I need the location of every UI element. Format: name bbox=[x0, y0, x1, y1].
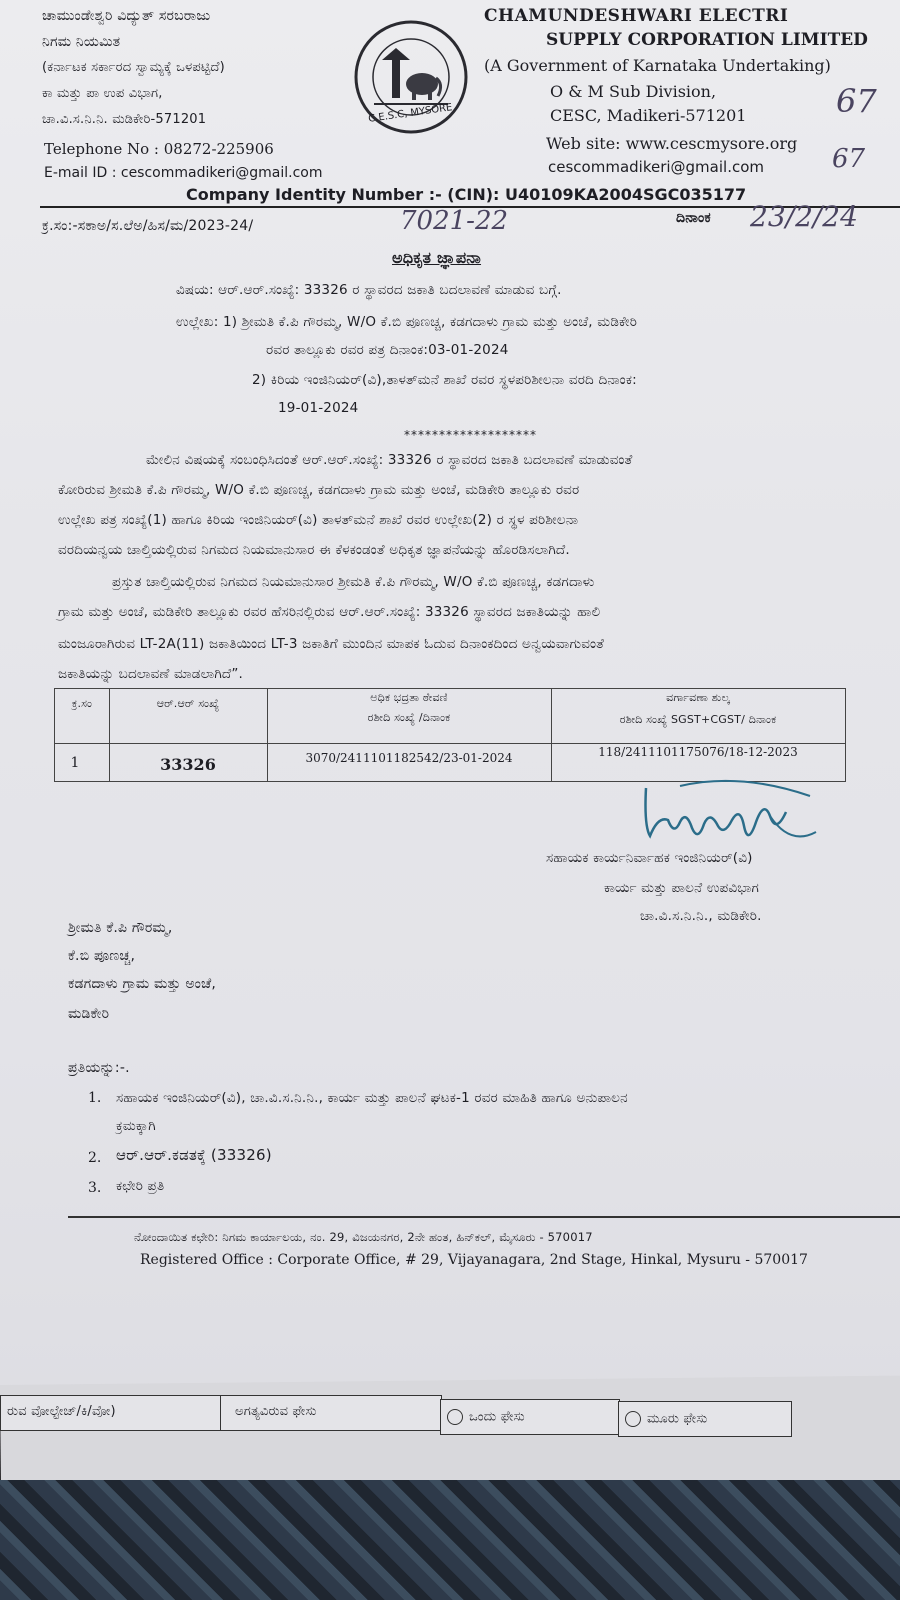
header-en-line-2: SUPPLY CORPORATION LIMITED bbox=[546, 30, 868, 50]
radio-icon[interactable] bbox=[625, 1411, 641, 1427]
date-label: ದಿನಾಂಕ bbox=[676, 210, 711, 226]
header-email: E-mail ID : cescommadikeri@gmail.com bbox=[44, 165, 323, 181]
table-header-deposit: ಅಧಿಕ ಭದ್ರತಾ ಠೇವಣಿ bbox=[370, 691, 448, 704]
table-cell-deposit: 3070/2411101182542/23-01-2024 bbox=[305, 751, 513, 765]
table-cell-sl: 1 bbox=[70, 755, 80, 771]
signatory-line-3: ಚಾ.ವಿ.ಸ.ನಿ.ನಿ., ಮಡಿಕೇರಿ. bbox=[640, 908, 762, 924]
copy-2-text: ಆರ್.ಆರ್.ಕಡತಕ್ಕೆ (33326) bbox=[116, 1146, 272, 1164]
voltage-cell bbox=[0, 1395, 222, 1431]
copy-3-number: 3. bbox=[88, 1180, 102, 1196]
copy-3-text: ಕಛೇರಿ ಪ್ರತಿ bbox=[116, 1178, 165, 1194]
copy-2-number: 2. bbox=[88, 1150, 102, 1166]
body-line-4: ವರದಿಯನ್ವಯ ಚಾಲ್ತಿಯಲ್ಲಿರುವ ನಿಗಮದ ನಿಯಮಾನುಸಾರ ಈ ಕೆಳಕಂಡಂತೆ ಅಧಿಕೃತ ಜ್ಞಾಪನೆಯನ್ನು ಹೊರಡಿಸಲಾಗಿದೆ. bbox=[58, 542, 570, 558]
header-en-line-5: CESC, Madikeri-571201 bbox=[550, 106, 747, 125]
three-phase-text: ಮೂರು ಫೇಸು bbox=[647, 1411, 708, 1427]
body-line-6: ಗ್ರಾಮ ಮತ್ತು ಅಂಚೆ, ಮಡಿಕೇರಿ ತಾಲ್ಲೂಕು ರವರ ಹೆಸರಿನಲ್ಲಿರುವ ಆರ್.ಆರ್.ಸಂಖ್ಯೆ: 33326 ಸ್ಥಾವರದ ಜಕಾತಿಯನ್ನು ಹಾಲಿ bbox=[58, 604, 601, 620]
phase-required-cell bbox=[220, 1395, 442, 1431]
single-phase-text: ಒಂದು ಫೇಸು bbox=[469, 1409, 525, 1425]
date-handwritten: 23/2/24 bbox=[750, 200, 858, 233]
phase-required-label: ಅಗತ್ಯವಿರುವ ಫೇಸು bbox=[235, 1404, 317, 1419]
background-fabric bbox=[0, 1480, 900, 1600]
header-kn-line-4: ಕಾ ಮತ್ತು ಪಾ ಉಪ ವಿಭಾಗ, bbox=[42, 86, 163, 101]
footer-registered-kn: ನೋಂದಾಯಿತ ಕಛೇರಿ: ನಿಗಮ ಕಾರ್ಯಾಲಯ, ನಂ. 29, ವಿಜಯನಗರ, 2ನೇ ಹಂತ, ಹಿನ್‌ಕಲ್, ಮೈಸೂರು - 570017 bbox=[134, 1230, 593, 1244]
footer-registered-en: Registered Office : Corporate Office, # 29, Vijayanagara, 2nd Stage, Hinkal, Mysuru - 570017 bbox=[140, 1252, 808, 1268]
footer-divider bbox=[68, 1216, 900, 1218]
logo-text: C.E.S.C, MYSORE bbox=[367, 102, 454, 125]
memo-title: ಅಧಿಕೃತ ಜ್ಞಾಪನಾ bbox=[392, 248, 482, 267]
application-form-fragment bbox=[0, 1395, 900, 1455]
header-kn-line-5: ಚಾ.ವಿ.ಸ.ನಿ.ನಿ. ಮಡಿಕೇರಿ-571201 bbox=[42, 112, 207, 127]
single-phase-option[interactable] bbox=[440, 1399, 620, 1435]
table-header-sl: ಕ್ರ.ಸಂ bbox=[71, 697, 93, 710]
addressee-line-4: ಮಡಿಕೇರಿ bbox=[68, 1006, 110, 1022]
reference-2: 2) ಕಿರಿಯ ಇಂಜಿನಿಯರ್(ವಿ),ತಾಳತ್‌ಮನೆ ಶಾಖೆ ರವರ ಸ್ಥಳಪರಿಶೀಲನಾ ವರದಿ ದಿನಾಂಕ: bbox=[252, 372, 637, 388]
header-en-line-4: O & M Sub Division, bbox=[550, 82, 717, 101]
header-kn-line-1: ಚಾಮುಂಡೇಶ್ವರಿ ವಿದ್ಯುತ್ ಸರಬರಾಜು bbox=[42, 8, 211, 24]
three-phase-option[interactable] bbox=[618, 1401, 792, 1437]
header-kn-line-2: ನಿಗಮ ನಿಯಮಿತ bbox=[42, 34, 121, 50]
header-website: Web site: www.cescmysore.org bbox=[546, 134, 798, 153]
body-line-3: ಉಲ್ಲೇಖ ಪತ್ರ ಸಂಖ್ಯೆ(1) ಹಾಗೂ ಕಿರಿಯ ಇಂಜಿನಿಯರ್(ವಿ) ತಾಳತ್‌ಮನೆ ಶಾಖೆ ರವರ ಉಲ್ಲೇಖ(2) ರ ಸ್ಥಳ ಪರಿಶೀಲನಾ bbox=[58, 512, 579, 528]
signatory-line-1: ಸಹಾಯಕ ಕಾರ್ಯನಿರ್ವಾಹಕ ಇಂಜಿನಿಯರ್(ವಿ) bbox=[546, 850, 753, 866]
memo-subject: ವಿಷಯ: ಆರ್.ಆರ್.ಸಂಖ್ಯೆ: 33326 ರ ಸ್ಥಾವರದ ಜಕಾತಿ ಬದಲಾವಣೆ ಮಾಡುವ ಬಗ್ಗೆ. bbox=[176, 282, 562, 298]
separator-stars: ******************* bbox=[404, 428, 537, 442]
header-telephone: Telephone No : 08272-225906 bbox=[44, 140, 274, 158]
body-line-8: ಜಕಾತಿಯನ್ನು ಬದಲಾವಣೆ ಮಾಡಲಾಗಿದೆ”. bbox=[58, 666, 244, 682]
copies-title: ಪ್ರತಿಯನ್ನು:-. bbox=[68, 1060, 130, 1076]
single-phase-label bbox=[447, 1409, 525, 1425]
header-kn-line-3: (ಕರ್ನಾಟಕ ಸರ್ಕಾರದ ಸ್ವಾಮ್ಯಕ್ಕೆ ಒಳಪಟ್ಟಿದೆ) bbox=[42, 60, 225, 75]
body-line-5: ಪ್ರಸ್ತುತ ಚಾಲ್ತಿಯಲ್ಲಿರುವ ನಿಗಮದ ನಿಯಮಾನುಸಾರ ಶ್ರೀಮತಿ ಕೆ.ಪಿ ಗೌರಮ್ಮ, W/O ಕೆ.ಬಿ ಪೂಣಚ್ಚ, ಕಡಗದಾಳು bbox=[112, 574, 595, 590]
voltage-label: ರುವ ವೋಲ್ಟೇಜ್/ಕಿ/ವೋ) bbox=[7, 1404, 116, 1419]
header-en-line-3: (A Government of Karnataka Undertaking) bbox=[484, 56, 831, 75]
addressee-line-3: ಕಡಗದಾಳು ಗ್ರಾಮ ಮತ್ತು ಅಂಚೆ, bbox=[68, 976, 217, 992]
table-subheader-transfer: ರಶೀದಿ ಸಂಖ್ಯೆ SGST+CGST/ ದಿನಾಂಕ bbox=[619, 713, 777, 726]
table-cell-transfer: 118/2411101175076/18-12-2023 bbox=[598, 745, 798, 759]
addressee-line-1: ಶ್ರೀಮತಿ ಕೆ.ಪಿ ಗೌರಮ್ಮ, bbox=[68, 920, 173, 936]
addressee-line-2: ಕೆ.ಬಿ ಪೂಣಚ್ಚ, bbox=[68, 948, 136, 964]
body-line-7: ಮಂಜೂರಾಗಿರುವ LT-2A(11) ಜಕಾತಿಯಿಂದ LT-3 ಜಕಾತಿಗೆ ಮುಂದಿನ ಮಾಪಕ ಓದುವ ದಿನಾಂಕದಿಂದ ಅನ್ವಯವಾಗುವಂತೆ bbox=[58, 636, 605, 652]
three-phase-label bbox=[625, 1411, 707, 1427]
ref-number-label: ಕ್ರ.ಸಂ:-ಸಕಾಅ/ಸ.ಲೆಅ/ಹಿಸ/ಮ/2023-24/ bbox=[42, 218, 254, 234]
body-line-2: ಕೋರಿರುವ ಶ್ರೀಮತಿ ಕೆ.ಪಿ ಗೌರಮ್ಮ, W/O ಕೆ.ಬಿ ಪೂಣಚ್ಚ, ಕಡಗದಾಳು ಗ್ರಾಮ ಮತ್ತು ಅಂಚೆ, ಮಡಿಕೇರಿ ತಾಲ್ಲೂಕು ರವರ bbox=[58, 482, 580, 498]
header-en-line-1: CHAMUNDESHWARI ELECTRI bbox=[484, 6, 789, 26]
reference-1-cont: ರವರ ತಾಲ್ಲೂಕು ರವರ ಪತ್ರ ದಿನಾಂಕ:03-01-2024 bbox=[266, 342, 509, 358]
header-email-right: cescommadikeri@gmail.com bbox=[548, 158, 764, 176]
table-subheader-deposit: ರಶೀದಿ ಸಂಖ್ಯೆ /ದಿನಾಂಕ bbox=[367, 711, 451, 724]
table-cell-rr: 33326 bbox=[160, 755, 216, 774]
copy-1-text: ಸಹಾಯಕ ಇಂಜಿನಿಯರ್(ವಿ), ಚಾ.ವಿ.ಸ.ನಿ.ನಿ., ಕಾರ್ಯ ಮತ್ತು ಪಾಲನೆ ಘಟಕ-1 ರವರ ಮಾಹಿತಿ ಹಾಗೂ ಅನುಪಾಲನ bbox=[116, 1090, 628, 1106]
ref-number-handwritten: 7021-22 bbox=[400, 206, 509, 236]
copy-1-number: 1. bbox=[88, 1090, 102, 1106]
cin-line: Company Identity Number :- (CIN): U40109KA2004SGC035177 bbox=[186, 185, 747, 204]
handwritten-number-top-2: 67 bbox=[832, 144, 866, 174]
table-header-transfer: ವರ್ಗಾವಣಾ ಶುಲ್ಕ bbox=[666, 691, 730, 704]
table-header-rr: ಆರ್.ಆರ್ ಸಂಖ್ಯೆ bbox=[156, 697, 220, 710]
handwritten-number-top: 67 bbox=[836, 82, 877, 120]
signatory-line-2: ಕಾರ್ಯ ಮತ್ತು ಪಾಲನೆ ಉಪವಿಭಾಗ bbox=[604, 880, 759, 896]
body-line-1: ಮೇಲಿನ ವಿಷಯಕ್ಕೆ ಸಂಬಂಧಿಸಿದಂತೆ ಆರ್.ಆರ್.ಸಂಖ್ಯೆ: 33326 ರ ಸ್ಥಾವರದ ಜಕಾತಿ ಬದಲಾವಣೆ ಮಾಡುವಂತೆ bbox=[146, 452, 633, 468]
reference-1: ಉಲ್ಲೇಖ: 1) ಶ್ರೀಮತಿ ಕೆ.ಪಿ ಗೌರಮ್ಮ, W/O ಕೆ.ಬಿ ಪೂಣಚ್ಚ, ಕಡಗದಾಳು ಗ್ರಾಮ ಮತ್ತು ಅಂಚೆ, ಮಡಿಕೇರಿ bbox=[176, 314, 638, 330]
copy-1-cont: ಕ್ರಮಕ್ಕಾಗಿ bbox=[116, 1118, 156, 1134]
receipt-table bbox=[54, 688, 846, 782]
reference-2-cont: 19-01-2024 bbox=[278, 400, 359, 416]
radio-icon[interactable] bbox=[447, 1409, 463, 1425]
